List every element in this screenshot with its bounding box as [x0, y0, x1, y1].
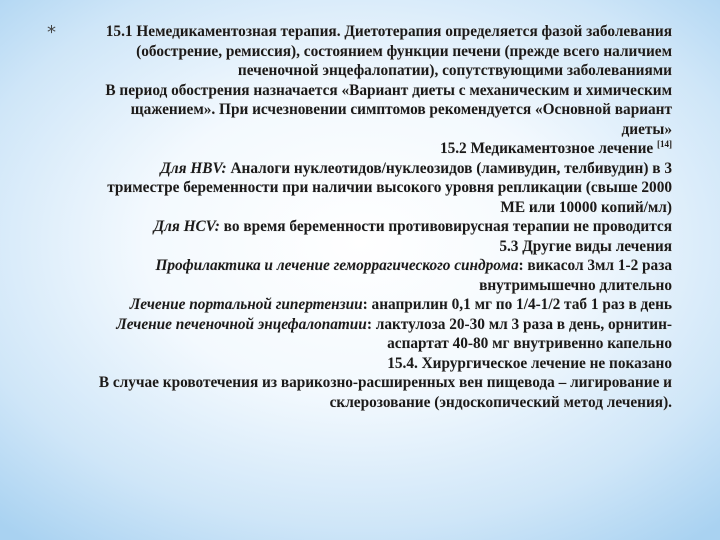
portal-label: Лечение портальной гипертензии [129, 296, 363, 313]
text-line: (обострение, ремиссия), состоянием функции печени (прежде всего наличием [136, 42, 672, 60]
section-heading: 5.3 Другие виды лечения [499, 237, 672, 255]
hbv-label: Для HBV: [160, 159, 227, 177]
text-line: щажением». При исчезновении симптомов рекомендуется «Основной вариант [130, 101, 672, 118]
text-line [60, 295, 672, 315]
text-line: внутримышечно длительно [479, 276, 672, 294]
text-line [60, 159, 672, 179]
section-heading-text: 15.2 Медикаментозное лечение [439, 140, 654, 157]
encephalopathy-label: Лечение печеночной энцефалопатии [116, 315, 367, 333]
text-line: В случае кровотечения из варикозно-расширенных вен пищевода – лигирование и [98, 374, 672, 391]
hcv-label: Для HCV: [153, 218, 220, 235]
encephalopathy-text: : лактулоза 20-30 мл 3 раза в день, орнитин- [366, 315, 672, 333]
text-line: МЕ или 10000 копий/мл) [500, 198, 672, 216]
hbv-text: Аналоги нуклеотидов/нуклеозидов (ламивудин, телбивудин) в 3 [226, 159, 672, 177]
text-line: В период обострения назначается «Вариант диеты с механическим и химическим [105, 81, 672, 99]
text-line: аспартат 40-80 мг внутривенно капельно [387, 335, 672, 352]
bullet-marker: * [47, 22, 56, 43]
citation-reference: [14] [657, 139, 672, 149]
text-line [60, 256, 672, 276]
hemorrhagic-label: Профилактика и лечение геморрагического синдрома [155, 257, 519, 274]
text-line: печеночной энцефалопатии), сопутствующими заболеваниями [237, 62, 672, 79]
section-heading: 15.4. Хирургическое лечение не показано [387, 354, 672, 372]
text-line: триместре беременности при наличии высокого уровня репликации (свыше 2000 [107, 179, 672, 196]
hcv-text: во время беременности противовирусная терапии не проводится [219, 218, 672, 235]
text-line: склерозование (эндоскопический метод лечения). [329, 393, 672, 411]
section-heading [60, 139, 672, 159]
hemorrhagic-text: : викасол 3мл 1-2 раза [518, 257, 672, 274]
slide-text-block [60, 22, 672, 412]
text-line: диеты» [621, 120, 672, 138]
portal-text: : анаприлин 0,1 мг по 1/4-1/2 таб 1 раз в день [362, 296, 672, 313]
text-line [60, 217, 672, 237]
text-line: 15.1 Немедикаментозная терапия. Диетотерапия определяется фазой заболевания [105, 23, 672, 40]
text-line [60, 315, 672, 335]
